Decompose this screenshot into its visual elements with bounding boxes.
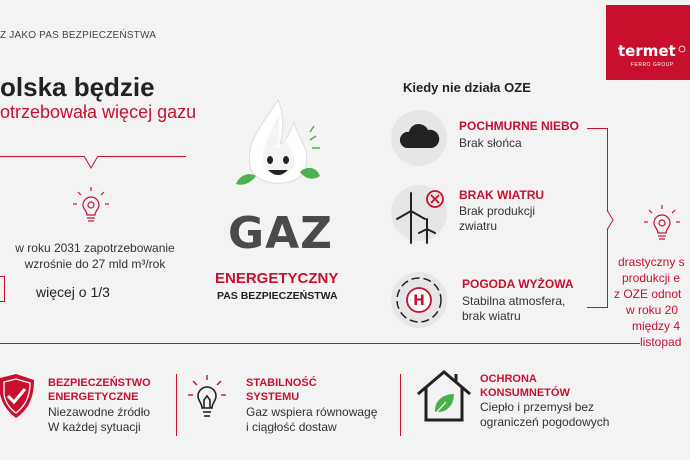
bottom-separator (400, 374, 401, 436)
bottom-item-desc: Gaz wspiera równowagę i ciągłość dostaw (246, 405, 378, 434)
oze-item-title: BRAK WIATRU (459, 188, 545, 202)
oze-title: Kiedy nie działa OZE (403, 80, 531, 95)
left-subheading: otrzebowała więcej gazu (0, 102, 197, 122)
bottom-item-title: STABILNOŚĆ SYSTEMU (246, 377, 317, 403)
cloud-icon (391, 110, 447, 166)
svg-text:H: H (413, 293, 425, 309)
oze-item-title: POCHMURNE NIEBO (459, 119, 580, 133)
bottom-divider (0, 343, 640, 344)
demand-stat: w roku 2031 zapotrzebowanie wzrośnie do 27 mld m³/rok (15, 241, 175, 271)
oze-item-desc: Stabilna atmosfera, brak wiatru (462, 294, 566, 323)
house-leaf-icon (416, 368, 472, 424)
page-topline: Z JAKO PAS BEZPIECZEŃSTWA (0, 30, 157, 41)
pointer-triangle (84, 156, 98, 170)
pas-bezpieczenstwa-title: PAS BEZPIECZEŃSTWA (217, 290, 338, 302)
oze-item-desc: Brak produkcji zwiatru (459, 204, 536, 233)
bottom-item-desc: Niezawodne źródło W każdej sytuacji (48, 405, 151, 434)
oze-item-desc: Brak słońca (459, 136, 522, 150)
oze-item-title: POGODA WYŻOWA (462, 277, 574, 291)
demand-increase: więcej o 1/3 (36, 284, 110, 300)
bottom-separator (176, 374, 177, 436)
registered-icon (678, 45, 686, 53)
energetyczny-title: ENERGETYCZNY (215, 270, 339, 287)
lightbulb-gear-icon (643, 204, 681, 244)
bottom-item-title: OCHRONA KONSUMNETÓW (480, 373, 570, 399)
pressure-icon-circle (391, 272, 447, 328)
bottom-item-title: BEZPIECZEŃSTWO ENERGETYCZNE (48, 377, 151, 403)
left-heading: olska będzie (0, 72, 155, 102)
wind-turbine-icon (391, 185, 447, 245)
lightbulb-gear-icon (72, 186, 110, 226)
termet-logo[interactable] (606, 5, 690, 80)
logo-subtitle: FERRO GROUP (631, 62, 674, 68)
right-stat-text: drastyczny s produkcji e z OZE odnot w roku 20 między 4 listopad (614, 255, 685, 349)
gaz-title: GAZ (228, 208, 334, 259)
lightbulb-icon (188, 374, 226, 420)
wind-icon-circle (391, 185, 447, 241)
shield-check-icon (0, 372, 36, 420)
high-pressure-icon (391, 272, 447, 328)
logo-name: termet (618, 42, 676, 60)
pointer-triangle-right (600, 210, 614, 230)
left-bracket (0, 276, 5, 302)
bottom-item-desc: Ciepło i przemysł bez ograniczeń pogodowych (480, 400, 610, 429)
gas-flame-mascot-icon (232, 96, 324, 198)
cloud-icon-circle (391, 110, 447, 166)
